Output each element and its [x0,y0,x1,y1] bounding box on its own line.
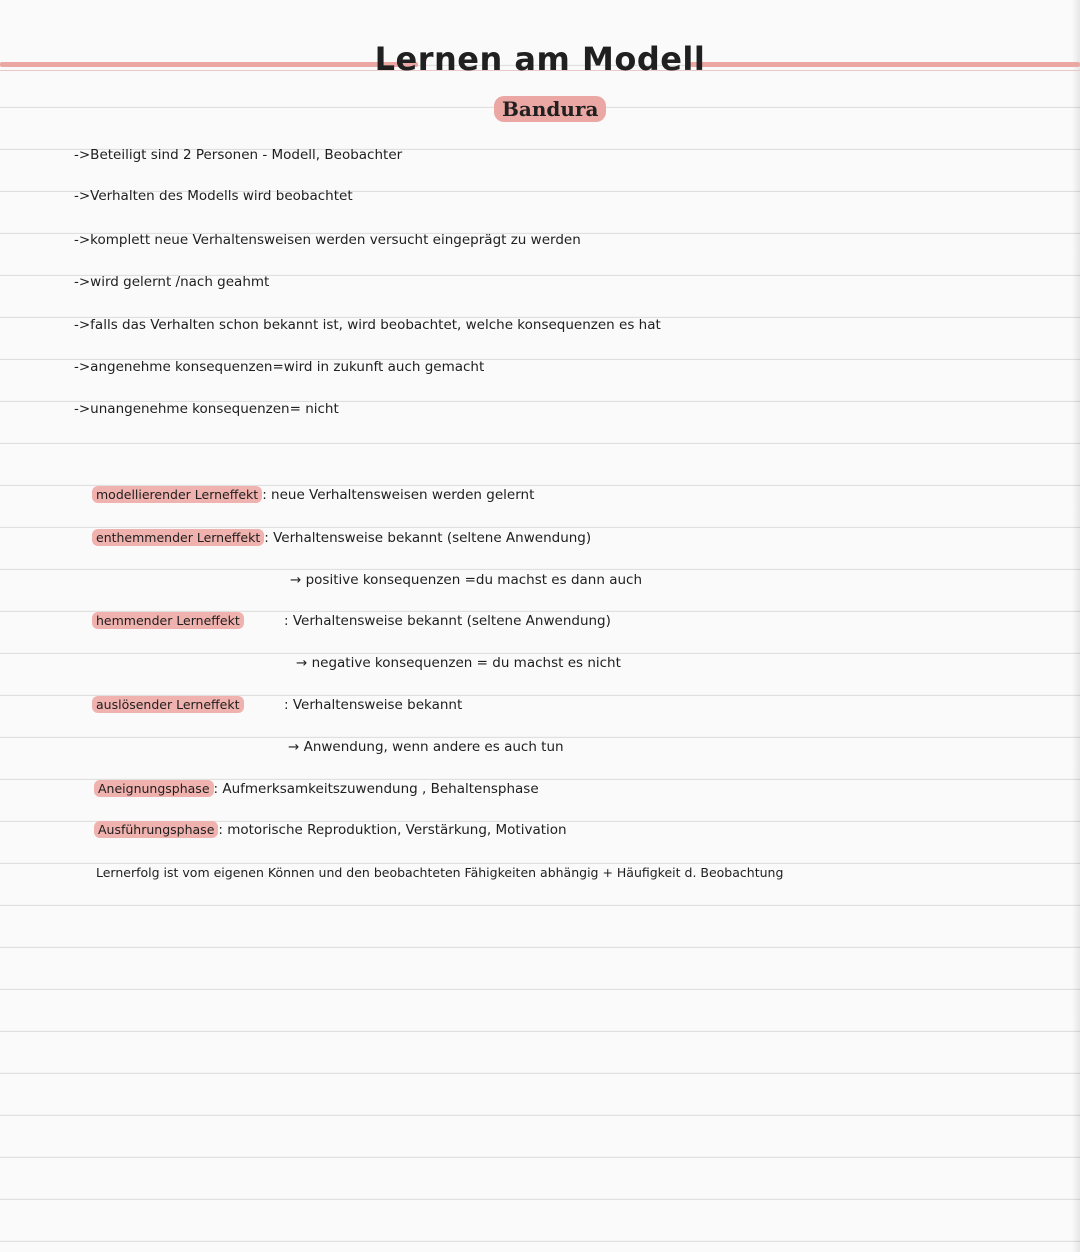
page-edge-shadow [1072,0,1080,1252]
effect-term-highlight: hemmender Lerneffekt [92,612,244,629]
effect-ausloesend [92,696,244,714]
page-title: Lernen am Modell [374,40,706,78]
bullet-line: ->Verhalten des Modells wird beobachtet [74,188,353,204]
effect-term-highlight: modellierender Lerneffekt [92,486,262,503]
effect-modellierend [92,486,534,504]
effect-definition: : neue Verhaltensweisen werden gelernt [262,487,535,503]
phase-definition: : motorische Reproduktion, Verstärkung, Motivation [218,822,567,838]
phase-term-highlight: Aneignungsphase [94,780,214,797]
effect-enthemmend [92,529,591,547]
effect-term-highlight: enthemmender Lerneffekt [92,529,264,546]
phase-ausfuehrung [94,821,567,839]
effect-definition: : Verhaltensweise bekannt (seltene Anwendung) [264,530,592,546]
page-subtitle: Bandura [494,96,606,122]
conclusion-line: Lernerfolg ist vom eigenen Können und den beobachteten Fähigkeiten abhängig + Häufigkeit d. Beobachtung [96,865,784,880]
phase-aneignung [94,780,539,798]
bullet-line: ->komplett neue Verhaltensweisen werden versucht eingeprägt zu werden [74,232,581,248]
bullet-line: ->falls das Verhalten schon bekannt ist, wird beobachtet, welche konsequenzen es hat [74,317,661,333]
phase-term-highlight: Ausführungsphase [94,821,218,838]
bullet-line: ->Beteiligt sind 2 Personen - Modell, Beobachter [74,147,403,163]
bullet-line: ->wird gelernt /nach geahmt [74,274,270,290]
effect-definition: : Verhaltensweise bekannt [284,697,463,713]
bullet-line: ->unangenehme konsequenzen= nicht [74,401,339,417]
effect-definition: : Verhaltensweise bekannt (seltene Anwendung) [284,613,611,629]
effect-consequence: → positive konsequenzen =du machst es dann auch [290,572,642,588]
bullet-line: ->angenehme konsequenzen=wird in zukunft auch gemacht [74,359,485,375]
effect-consequence: → negative konsequenzen = du machst es nicht [296,655,621,671]
effect-term-highlight: auslösender Lerneffekt [92,696,244,713]
effect-consequence: → Anwendung, wenn andere es auch tun [288,739,564,755]
effect-hemmend [92,612,244,630]
phase-definition: : Aufmerksamkeitszuwendung , Behaltensphase [213,781,539,797]
